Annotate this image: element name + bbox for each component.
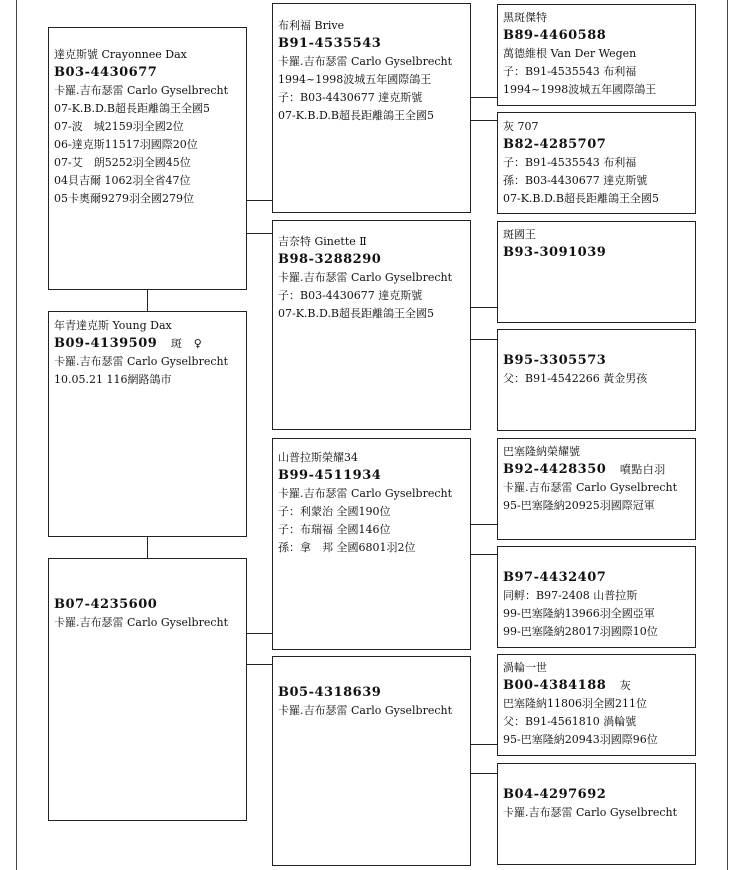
grandsire-ring-number: B99-4511934: [278, 468, 382, 483]
ancestor-ring-number: B97-4432407: [503, 570, 607, 585]
ancestor-ring-number: [503, 677, 690, 695]
grandsire-detail: 子：利蒙治 全國190位: [278, 505, 391, 518]
connector: [246, 233, 272, 234]
sire-name: 達克斯號 Crayonnee Dax: [54, 48, 187, 61]
sire-detail: 07-艾 朗5252羽全國45位: [54, 156, 191, 169]
ancestor-name: 黑斑傑特: [503, 11, 547, 24]
ancestor-box: [497, 438, 696, 540]
ancestor-box: [497, 546, 696, 648]
sire-detail: 07-波 城2159羽全國2位: [54, 120, 184, 133]
subject-box: [48, 311, 247, 537]
sire-ring-number: B03-4430677: [54, 65, 158, 80]
ancestor-ring-number: B95-3305573: [503, 353, 607, 368]
ancestor-ring-number: [503, 461, 690, 479]
grandsire-detail: 卡羅.吉布瑟雷 Carlo Gyselbrecht: [278, 487, 453, 500]
connector: [246, 200, 272, 201]
page-border-right: [727, 0, 728, 870]
sire-box: [48, 27, 247, 290]
ancestor-detail: 95-巴塞隆納20943羽國際96位: [503, 733, 658, 746]
connector: [147, 289, 148, 312]
sire-detail: 卡羅.吉布瑟雷 Carlo Gyselbrecht: [54, 84, 229, 97]
dam-box: [48, 558, 247, 821]
ancestor-name: 巴塞隆納榮耀號: [503, 445, 580, 458]
granddam-box: [272, 656, 471, 866]
sire-detail: 05卡奧爾9279羽全國279位: [54, 192, 194, 205]
connector: [470, 773, 497, 774]
connector: [246, 664, 272, 665]
ancestor-detail: 父：B91-4542266 黃金男孩: [503, 372, 648, 385]
grandsire-detail: 卡羅.吉布瑟雷 Carlo Gyselbrecht: [278, 55, 453, 68]
grandsire-detail: 孫：拿 邦 全國6801羽2位: [278, 541, 416, 554]
ancestor-detail: 95-巴塞隆納20925羽國際冠軍: [503, 499, 655, 512]
ancestor-detail: 子：B91-4535543 布利福: [503, 65, 637, 78]
ancestor-detail: 子：B91-4535543 布利福: [503, 156, 637, 169]
grandsire-detail: 1994~1998波城五年國際鴿王: [278, 73, 432, 86]
subject-detail: 10.05.21 116網路鴿市: [54, 373, 172, 386]
ancestor-detail: 07-K.B.D.B超長距離鴿王全國5: [503, 192, 660, 205]
connector: [470, 554, 497, 555]
granddam-detail: 卡羅.吉布瑟雷 Carlo Gyselbrecht: [278, 271, 453, 284]
dam-ring-number: B07-4235600: [54, 597, 158, 612]
subject-color-sex: 斑 ♀: [170, 337, 203, 350]
ancestor-name: 渦輪一世: [503, 661, 547, 674]
ancestor-detail: 孫：B03-4430677 達克斯號: [503, 174, 648, 187]
ancestor-color: 灰: [619, 679, 632, 692]
connector: [470, 524, 497, 525]
ancestor-color: 噴點白羽: [619, 463, 666, 476]
connector: [470, 339, 497, 340]
ancestor-box: [497, 112, 696, 214]
subject-name: 年青達克斯 Young Dax: [54, 319, 172, 332]
connector: [470, 307, 497, 308]
ancestor-detail: 1994~1998波城五年國際鴿王: [503, 83, 657, 96]
subject-ring: B09-4139509: [54, 336, 158, 351]
ancestor-ring: B92-4428350: [503, 462, 607, 477]
ancestor-ring-number: B04-4297692: [503, 787, 607, 802]
sire-detail: 04貝吉爾 1062羽全省47位: [54, 174, 191, 187]
subject-ring-number: [54, 335, 241, 353]
ancestor-ring: B00-4384188: [503, 678, 607, 693]
sire-detail: 07-K.B.D.B超長距離鴿王全國5: [54, 102, 211, 115]
ancestor-box: [497, 763, 696, 865]
ancestor-ring-number: B93-3091039: [503, 245, 607, 260]
granddam-box: [272, 220, 471, 430]
granddam-detail: 子：B03-4430677 達克斯號: [278, 289, 423, 302]
grandsire-name: 布利福 Brive: [278, 19, 345, 32]
ancestor-detail: 99-巴塞隆納13966羽全國亞軍: [503, 607, 655, 620]
ancestor-detail: 卡羅.吉布瑟雷 Carlo Gyselbrecht: [503, 481, 678, 494]
page-border-left: [16, 0, 17, 870]
ancestor-box: [497, 329, 696, 431]
ancestor-name: 灰 707: [503, 120, 539, 133]
sire-detail: 06-達克斯11517羽國際20位: [54, 138, 198, 151]
connector: [470, 744, 497, 745]
ancestor-detail: 萬德維根 Van Der Wegen: [503, 47, 637, 60]
granddam-detail: 07-K.B.D.B超長距離鴿王全國5: [278, 307, 435, 320]
ancestor-ring-number: B89-4460588: [503, 28, 607, 43]
grandsire-detail: 子：布瑞福 全國146位: [278, 523, 391, 536]
ancestor-box: [497, 4, 696, 106]
ancestor-detail: 卡羅.吉布瑟雷 Carlo Gyselbrecht: [503, 806, 678, 819]
connector: [470, 120, 497, 121]
ancestor-ring-number: B82-4285707: [503, 137, 607, 152]
ancestor-detail: 父：B91-4561810 渦輪號: [503, 715, 637, 728]
grandsire-detail: 07-K.B.D.B超長距離鴿王全國5: [278, 109, 435, 122]
granddam-name: 吉奈特 Ginette Ⅱ: [278, 235, 367, 248]
ancestor-box: [497, 221, 696, 323]
granddam-ring-number: B05-4318639: [278, 685, 382, 700]
grandsire-box: [272, 3, 471, 213]
ancestor-name: 斑國王: [503, 228, 536, 241]
ancestor-detail: 巴塞隆納11806羽全國211位: [503, 697, 647, 710]
connector: [246, 633, 272, 634]
grandsire-detail: 子：B03-4430677 達克斯號: [278, 91, 423, 104]
grandsire-name: 山普拉斯榮耀34: [278, 451, 358, 464]
ancestor-detail: 99-巴塞隆納28017羽國際10位: [503, 625, 658, 638]
connector: [147, 536, 148, 559]
grandsire-ring-number: B91-4535543: [278, 36, 382, 51]
granddam-detail: 卡羅.吉布瑟雷 Carlo Gyselbrecht: [278, 704, 453, 717]
granddam-ring-number: B98-3288290: [278, 252, 382, 267]
dam-detail: 卡羅.吉布瑟雷 Carlo Gyselbrecht: [54, 616, 229, 629]
subject-detail: 卡羅.吉布瑟雷 Carlo Gyselbrecht: [54, 355, 229, 368]
ancestor-box: [497, 654, 696, 756]
grandsire-box: [272, 438, 471, 650]
connector: [470, 97, 497, 98]
ancestor-detail: 同孵：B97-2408 山普拉斯: [503, 589, 638, 602]
